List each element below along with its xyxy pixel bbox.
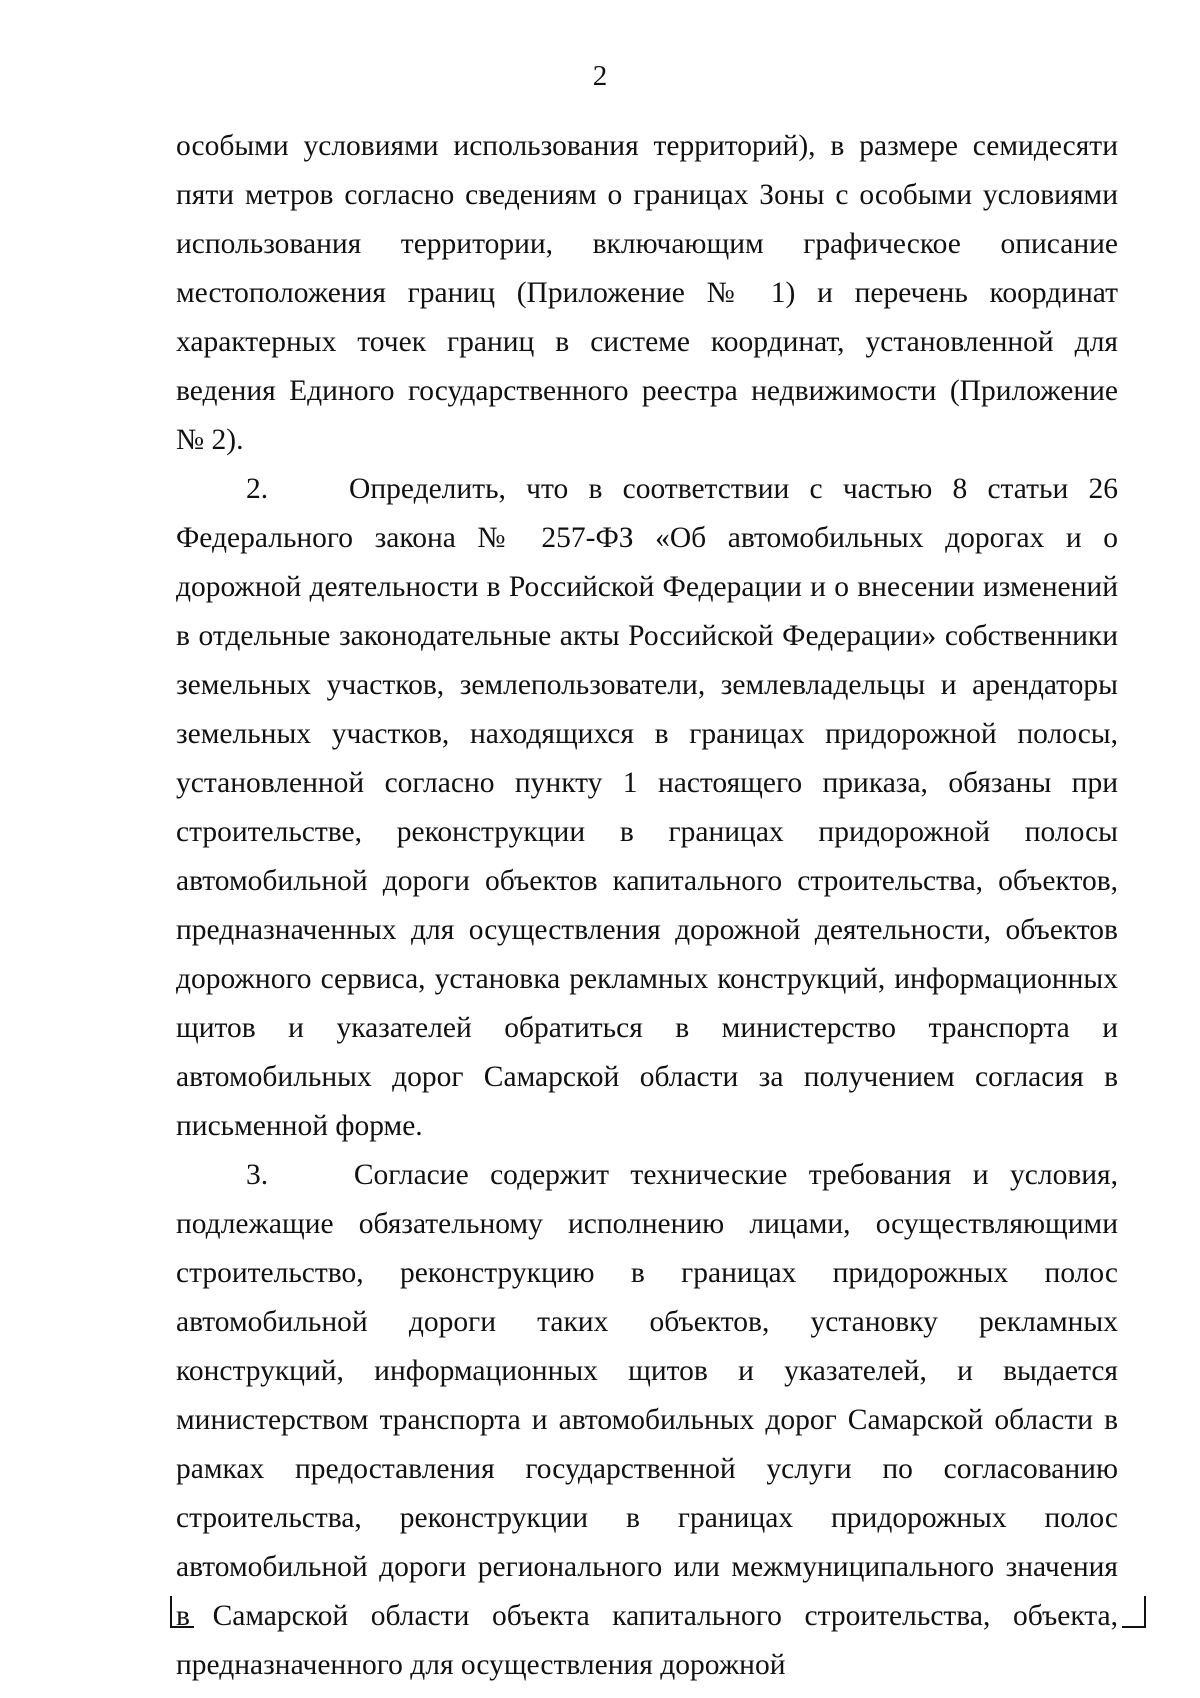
document-body — [176, 122, 1118, 1690]
paragraph-item-3: 3. Согласие содержит технические требования и условия, подлежащие обязательному исполнению лицами, осуществляющими строительство, реконструкцию в границах придорожных полос автомобильной дороги таких объектов, установку рекламных конструкций, информационных щитов и указателей, и выдается министерством транспорта и автомобильных дорог Самарской области в рамках предоставления государственной услуги по согласованию строительства, реконструкции в границах придорожных полос автомобильной дороги регионального или межмуниципального значения в Самарской области объекта капитального строительства, объекта, предназначенного для осуществления дорожной — [176, 1159, 1118, 1681]
corner-mark-right — [1122, 1596, 1146, 1628]
corner-mark-left — [170, 1596, 194, 1628]
page-number: 2 — [592, 60, 608, 92]
paragraph-item-2: 2. Определить, что в соответствии с частью 8 статьи 26 Федерального закона № 257-ФЗ «Об автомобильных дорогах и о дорожной деятельности в Российской Федерации и о внесении изменений в отдельные законодательные акты Российской Федерации» собственники земельных участков, землепользователи, землевладельцы и арендаторы земельных участков, находящихся в границах придорожной полосы, установленной согласно пункту 1 настоящего приказа, обязаны при строительстве, реконструкции в границах придорожной полосы автомобильной дороги объектов капитального строительства, объектов, предназначенных для осуществления дорожной деятельности, объектов дорожного сервиса, установка рекламных конструкций, информационных щитов и указателей обратиться в министерство транспорта и автомобильных дорог Самарской области за получением согласия в письменной форме. — [176, 473, 1118, 1142]
paragraph-continuation: особыми условиями использования территорий), в размере семидесяти пяти метров согласно сведениям о границах Зоны с особыми условиями использования территории, включающим графическое описание местоположения границ (Приложение № 1) и перечень координат характерных точек границ в системе координат, установленной для ведения Единого государственного реестра недвижимости (Приложение № 2). — [176, 130, 1118, 456]
